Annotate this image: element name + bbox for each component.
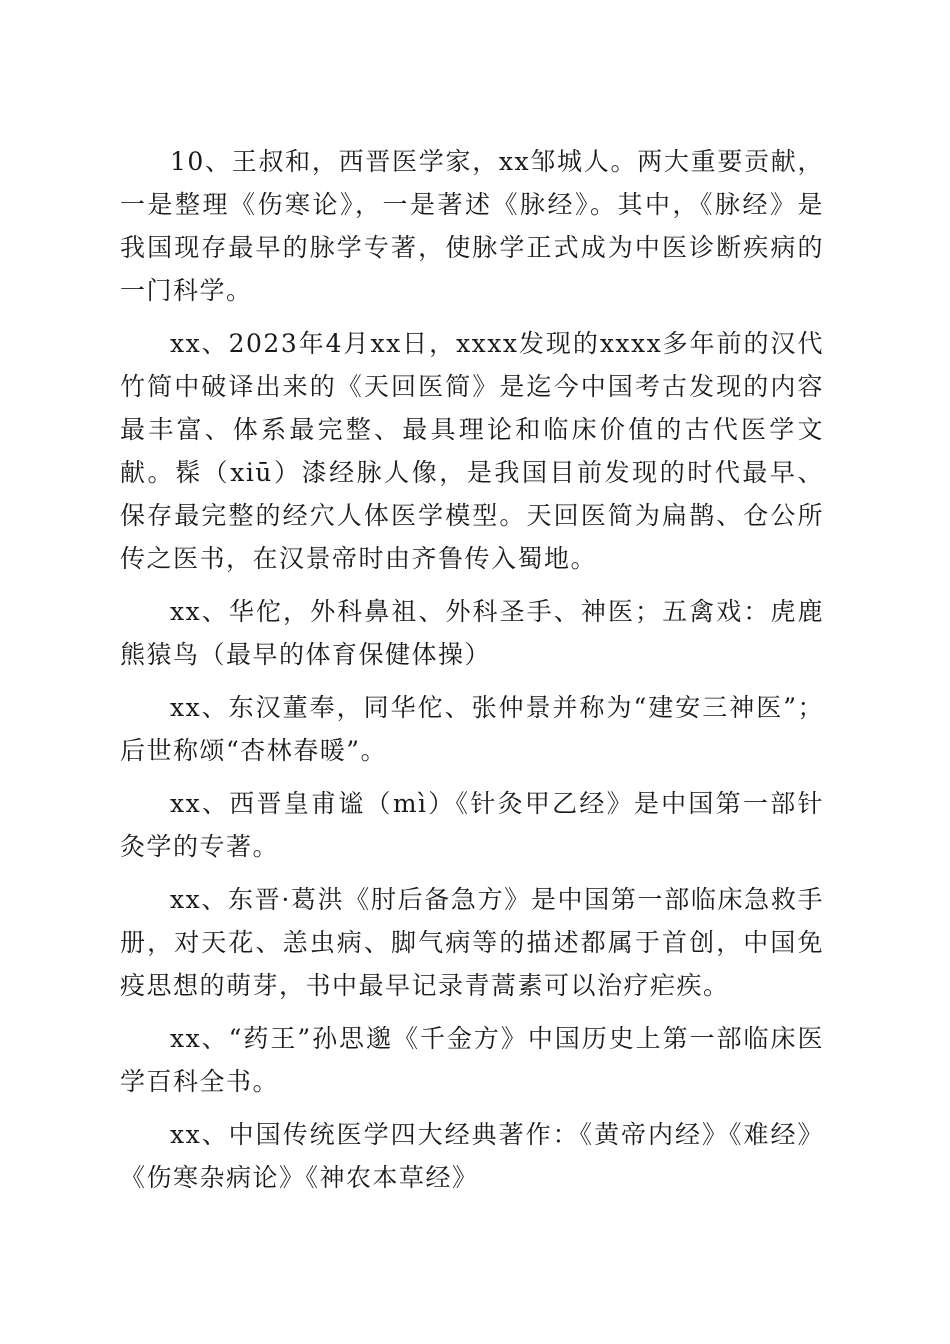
paragraph-wang-shuhe: 10、王叔和，西晋医学家，xx邹城人。两大重要贡献，一是整理《伤寒论》，一是著述《脉经》。其中，《脉经》是我国现存最早的脉学专著，使脉学正式成为中医诊断疾病的一门科学。: [120, 147, 824, 305]
paragraph-tianhui-medical-slips: xx、2023年4月xx日，xxxx发现的xxxx多年前的汉代竹简中破译出来的《天回医简》是迄今中国考古发现的内容最丰富、体系最完整、最具理论和临床价值的古代医学文献。髹（xiū）漆经脉人像，是我国目前发现的时代最早、保存最完整的经穴人体医学模型。天回医简为扁鹊、仓公所传之医书，在汉景帝时由齐鲁传入蜀地。: [120, 329, 824, 573]
paragraph-ge-hong: xx、东晋·葛洪《肘后备急方》是中国第一部临床急救手册，对天花、恙虫病、脚气病等的描述都属于首创，中国免疫思想的萌芽，书中最早记录青蒿素可以治疗疟疾。: [120, 885, 824, 1000]
paragraph-huangfu-mi: xx、西晋皇甫谧（mì）《针灸甲乙经》是中国第一部针灸学的专著。: [120, 789, 824, 861]
paragraph-sun-simiao: xx、“药王”孙思邈《千金方》中国历史上第一部临床医学百科全书。: [120, 1024, 824, 1096]
paragraph-hua-tuo: xx、华佗，外科鼻祖、外科圣手、神医；五禽戏：虎鹿熊猿鸟（最早的体育保健体操）: [120, 597, 824, 669]
paragraph-dong-feng: xx、东汉董奉，同华佗、张仲景并称为“建安三神医”；后世称颂“杏林春暖”。: [120, 693, 824, 765]
paragraph-four-classics: xx、中国传统医学四大经典著作：《黄帝内经》《难经》《伤寒杂病论》《神农本草经》: [120, 1120, 824, 1192]
document-page: [120, 140, 824, 1209]
